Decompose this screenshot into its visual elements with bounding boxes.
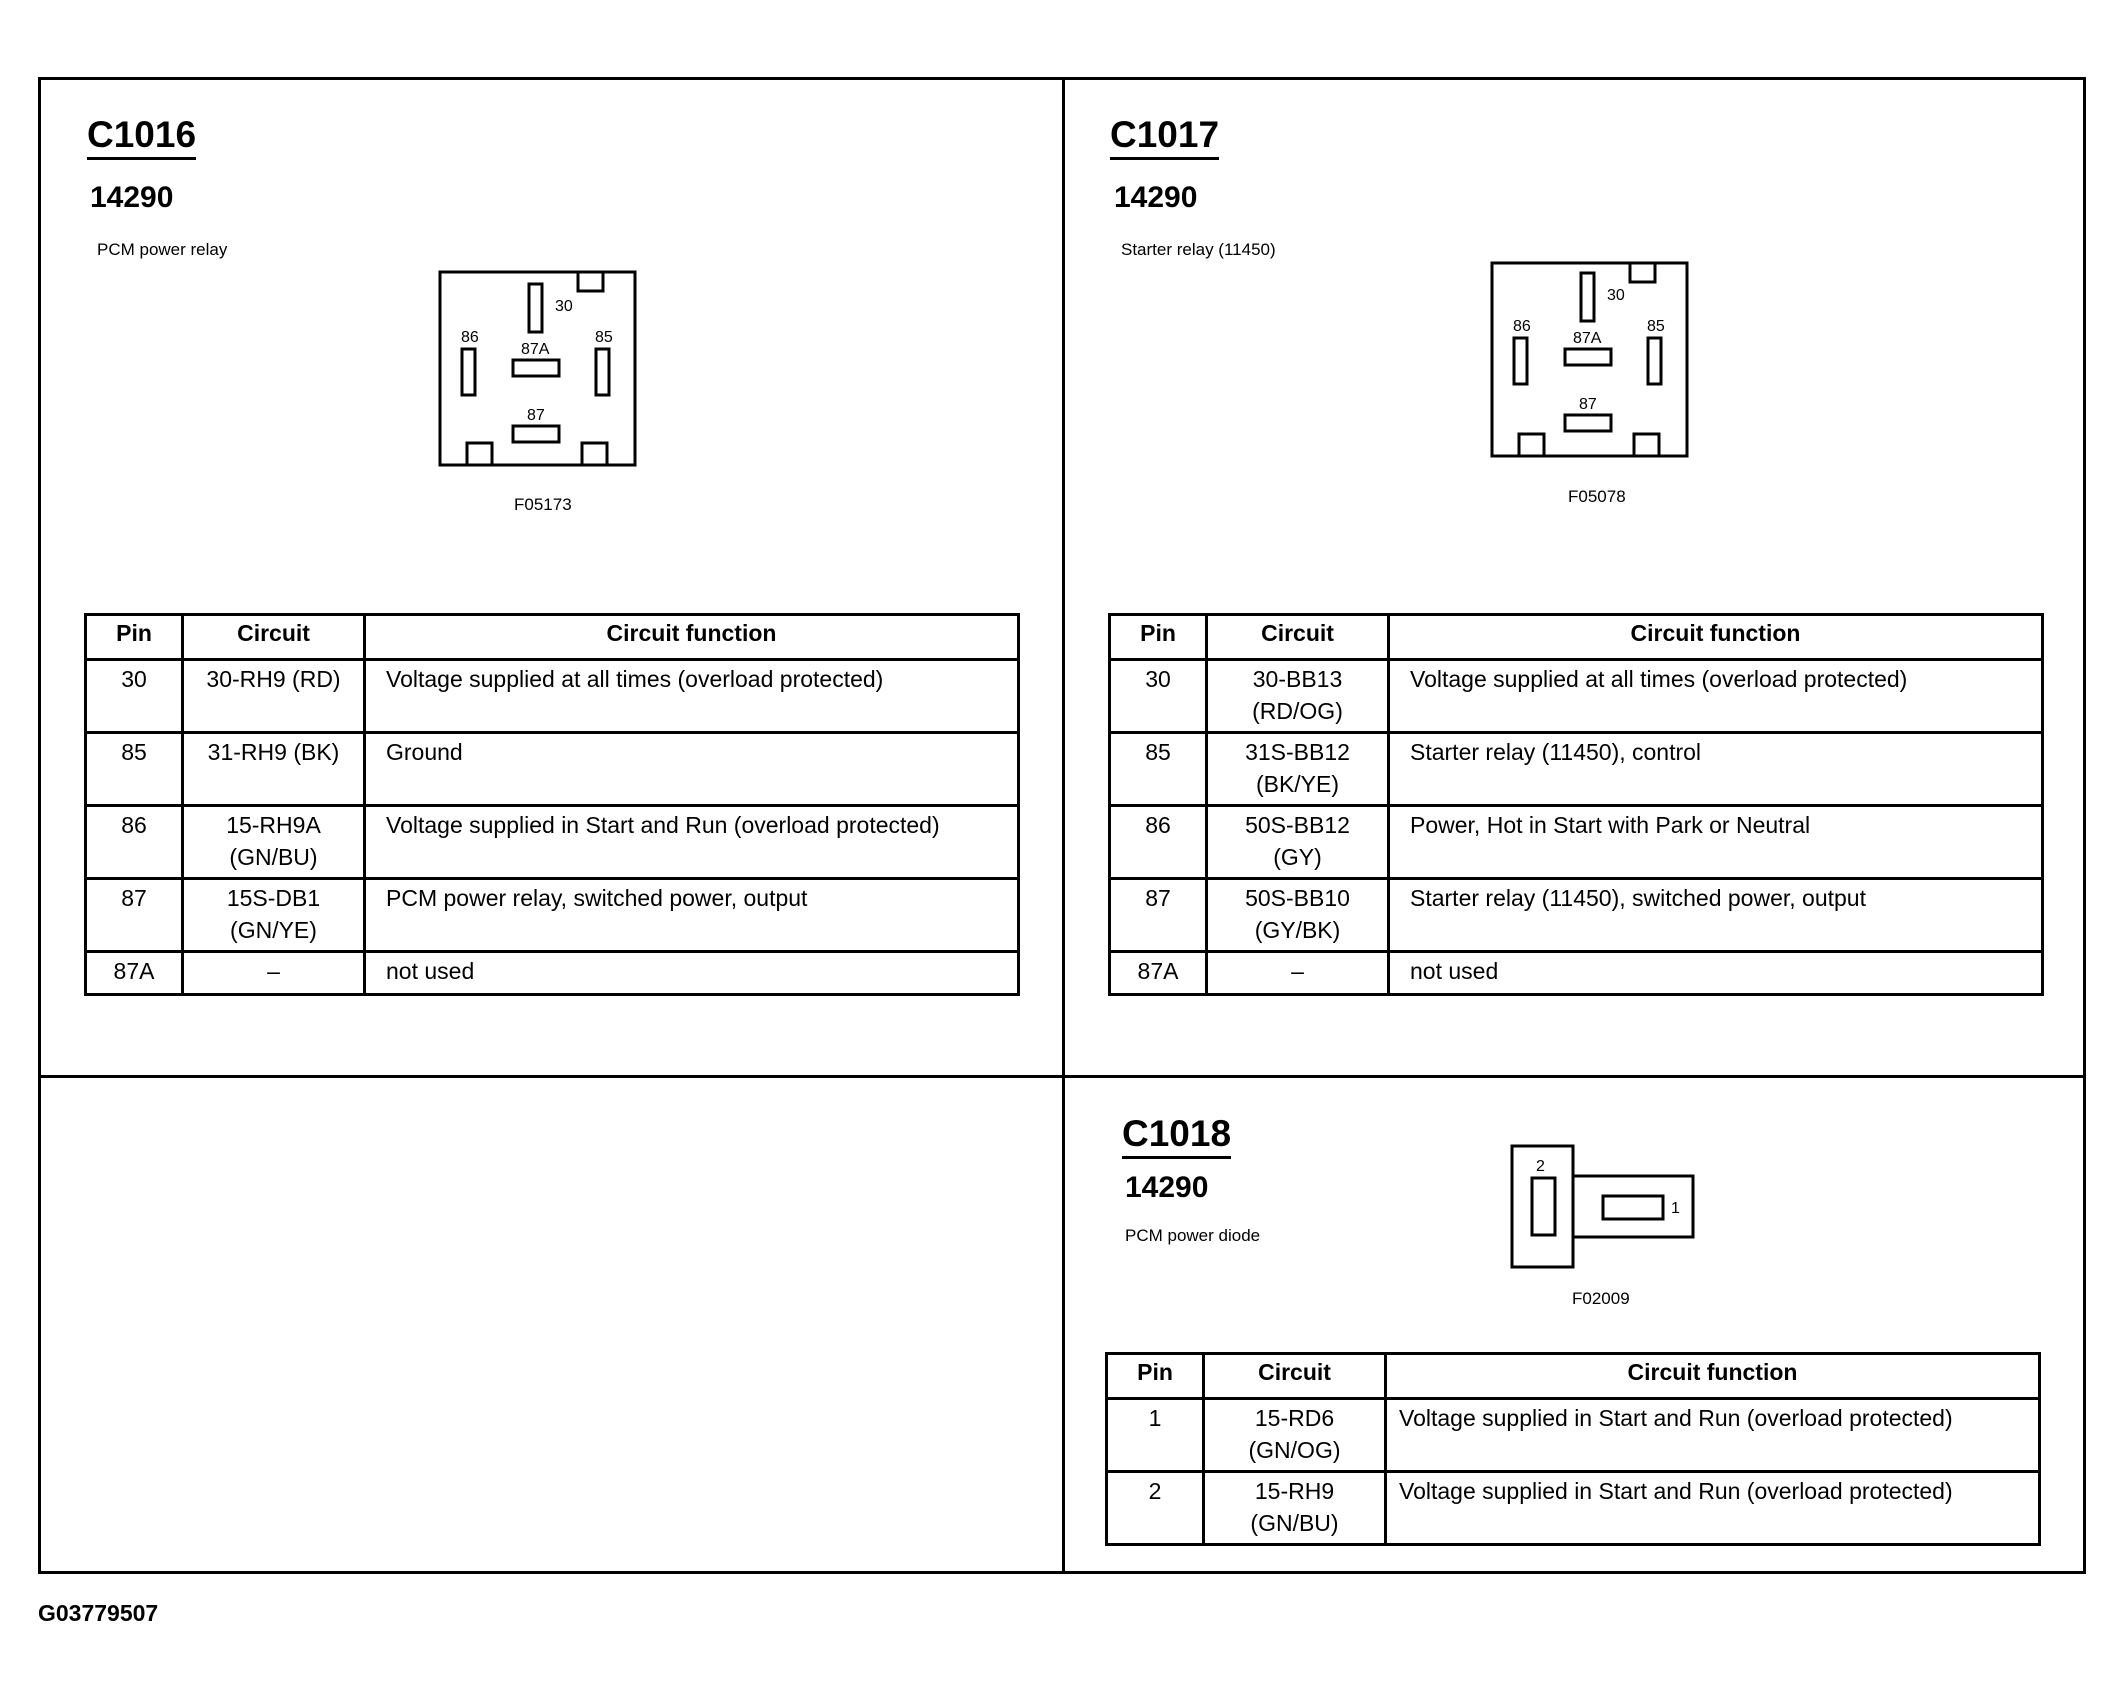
pin-cell: 2	[1107, 1472, 1204, 1545]
table-header-row	[1107, 1354, 2040, 1399]
circuit-id: 50S-BB12	[1245, 812, 1350, 838]
figure-id: F02009	[1572, 1289, 1630, 1308]
circuit-color: (BK/YE)	[1255, 771, 1340, 797]
connector-description: Starter relay (11450)	[1121, 240, 1276, 259]
pin-label: 1	[1671, 1200, 1680, 1217]
pin-label: 86	[1513, 318, 1531, 335]
column-header-circuit: Circuit	[1207, 615, 1389, 660]
pin-85-terminal	[596, 349, 609, 395]
pin-label: 85	[1647, 318, 1665, 335]
locking-tab	[1630, 263, 1655, 282]
function-cell: Voltage supplied in Start and Run (overload protected)	[365, 806, 1019, 879]
circuit-id: 30-RH9 (RD)	[206, 666, 341, 692]
mounting-foot	[1634, 434, 1659, 456]
column-header-function: Circuit function	[365, 615, 1019, 660]
table-row	[1110, 806, 2043, 879]
pin-30-terminal	[529, 284, 542, 332]
circuit-cell	[1204, 1472, 1386, 1545]
circuit-cell	[1207, 733, 1389, 806]
table-row	[86, 879, 1019, 952]
circuit-id: 31-RH9 (BK)	[207, 739, 340, 765]
column-header-pin: Pin	[1110, 615, 1207, 660]
circuit-color: (GN/YE)	[230, 917, 317, 943]
mounting-foot	[467, 443, 492, 465]
circuit-id: –	[1291, 958, 1304, 984]
table-row	[1110, 660, 2043, 733]
pin-30-terminal	[1581, 273, 1594, 321]
function-cell: Starter relay (11450), control	[1389, 733, 2043, 806]
column-header-circuit: Circuit	[1204, 1354, 1386, 1399]
circuit-color: (GN/BU)	[1250, 1510, 1339, 1536]
table-row	[1110, 879, 2043, 952]
pin-cell: 1	[1107, 1399, 1204, 1472]
function-cell: not used	[365, 952, 1019, 995]
circuit-color: (GY/BK)	[1254, 917, 1341, 943]
pin-label: 87A	[521, 341, 550, 358]
figure-id: F05173	[514, 495, 572, 514]
pin-cell: 87	[86, 879, 183, 952]
pin-label: 86	[461, 329, 479, 346]
pin-86-terminal	[1514, 338, 1527, 384]
circuit-id: 15S-DB1	[226, 885, 321, 911]
circuit-color: (GY)	[1273, 844, 1322, 870]
circuit-cell	[1207, 660, 1389, 733]
pin-table	[1108, 613, 2044, 996]
circuit-id: 30-BB13	[1252, 666, 1343, 692]
table-row	[86, 806, 1019, 879]
table-row	[86, 952, 1019, 995]
circuit-cell	[183, 879, 365, 952]
column-header-pin: Pin	[1107, 1354, 1204, 1399]
function-cell: Voltage supplied at all times (overload protected)	[365, 660, 1019, 733]
pin-1-terminal	[1603, 1196, 1663, 1219]
table-header-row	[1110, 615, 2043, 660]
table-row	[86, 733, 1019, 806]
column-header-pin: Pin	[86, 615, 183, 660]
diode-connector-face	[1510, 1144, 1700, 1270]
pin-cell: 85	[1110, 733, 1207, 806]
pin-cell: 86	[1110, 806, 1207, 879]
circuit-color: (GN/OG)	[1248, 1437, 1341, 1463]
table-row	[1107, 1472, 2040, 1545]
pin-87-terminal	[1565, 415, 1611, 431]
circuit-id: 31S-BB12	[1245, 739, 1350, 765]
function-cell: Voltage supplied in Start and Run (overload protected)	[1386, 1472, 2040, 1545]
pin-label: 87	[1579, 396, 1597, 413]
circuit-cell	[1207, 952, 1389, 995]
circuit-color: (GN/BU)	[229, 844, 318, 870]
pin-cell: 30	[1110, 660, 1207, 733]
circuit-id: –	[267, 958, 280, 984]
pin-85-terminal	[1648, 338, 1661, 384]
pin-label: 85	[595, 329, 613, 346]
vertical-divider	[1062, 77, 1065, 1574]
pin-label: 87A	[1573, 330, 1602, 347]
connector-title: C1018	[1122, 1115, 1231, 1159]
horizontal-divider	[38, 1075, 2086, 1078]
pin-table	[1105, 1352, 2041, 1546]
function-cell: not used	[1389, 952, 2043, 995]
table-row	[86, 660, 1019, 733]
function-cell: Starter relay (11450), switched power, output	[1389, 879, 2043, 952]
circuit-id: 15-RH9	[1254, 1478, 1335, 1504]
mounting-foot	[1519, 434, 1544, 456]
pin-cell: 87A	[86, 952, 183, 995]
pin-cell: 30	[86, 660, 183, 733]
function-cell: Voltage supplied at all times (overload protected)	[1389, 660, 2043, 733]
pin-cell: 86	[86, 806, 183, 879]
circuit-id: 50S-BB10	[1245, 885, 1350, 911]
function-cell: Voltage supplied in Start and Run (overload protected)	[1386, 1399, 2040, 1472]
table-row	[1107, 1399, 2040, 1472]
circuit-cell	[1204, 1399, 1386, 1472]
figure-reference-id: G03779507	[38, 1600, 159, 1626]
circuit-cell	[183, 952, 365, 995]
mounting-foot	[582, 443, 607, 465]
pin-label: 87	[527, 407, 545, 424]
relay-connector-face	[1490, 261, 1690, 457]
connector-part-number: 14290	[1114, 181, 1198, 214]
circuit-cell	[1207, 806, 1389, 879]
column-header-function: Circuit function	[1389, 615, 2043, 660]
connector-description: PCM power relay	[97, 240, 228, 259]
circuit-cell	[183, 733, 365, 806]
pin-87-terminal	[513, 426, 559, 442]
connector-part-number: 14290	[90, 181, 174, 214]
circuit-cell	[183, 660, 365, 733]
column-header-circuit: Circuit	[183, 615, 365, 660]
connector-description: PCM power diode	[1125, 1226, 1261, 1245]
pin-cell: 87A	[1110, 952, 1207, 995]
circuit-cell	[183, 806, 365, 879]
pin-label: 30	[555, 298, 573, 315]
table-row	[1110, 733, 2043, 806]
connector-title: C1017	[1110, 116, 1219, 160]
pin-label: 2	[1536, 1158, 1545, 1175]
pin-87a-terminal	[1565, 349, 1611, 365]
pin-table	[84, 613, 1020, 996]
column-header-function: Circuit function	[1386, 1354, 2040, 1399]
pin-86-terminal	[462, 349, 475, 395]
function-cell: Power, Hot in Start with Park or Neutral	[1389, 806, 2043, 879]
circuit-cell	[1207, 879, 1389, 952]
function-cell: Ground	[365, 733, 1019, 806]
connector-title: C1016	[87, 116, 196, 160]
connector-part-number: 14290	[1125, 1171, 1209, 1204]
locking-tab	[578, 272, 603, 291]
figure-id: F05078	[1568, 487, 1626, 506]
pin-87a-terminal	[513, 360, 559, 376]
circuit-color: (RD/OG)	[1252, 698, 1343, 724]
pin-cell: 87	[1110, 879, 1207, 952]
circuit-id: 15-RD6	[1254, 1405, 1335, 1431]
relay-connector-face	[438, 270, 638, 466]
pin-2-terminal	[1532, 1178, 1555, 1235]
function-cell: PCM power relay, switched power, output	[365, 879, 1019, 952]
circuit-id: 15-RH9A	[226, 812, 321, 838]
pin-cell: 85	[86, 733, 183, 806]
table-row	[1110, 952, 2043, 995]
table-header-row	[86, 615, 1019, 660]
pin-label: 30	[1607, 287, 1625, 304]
